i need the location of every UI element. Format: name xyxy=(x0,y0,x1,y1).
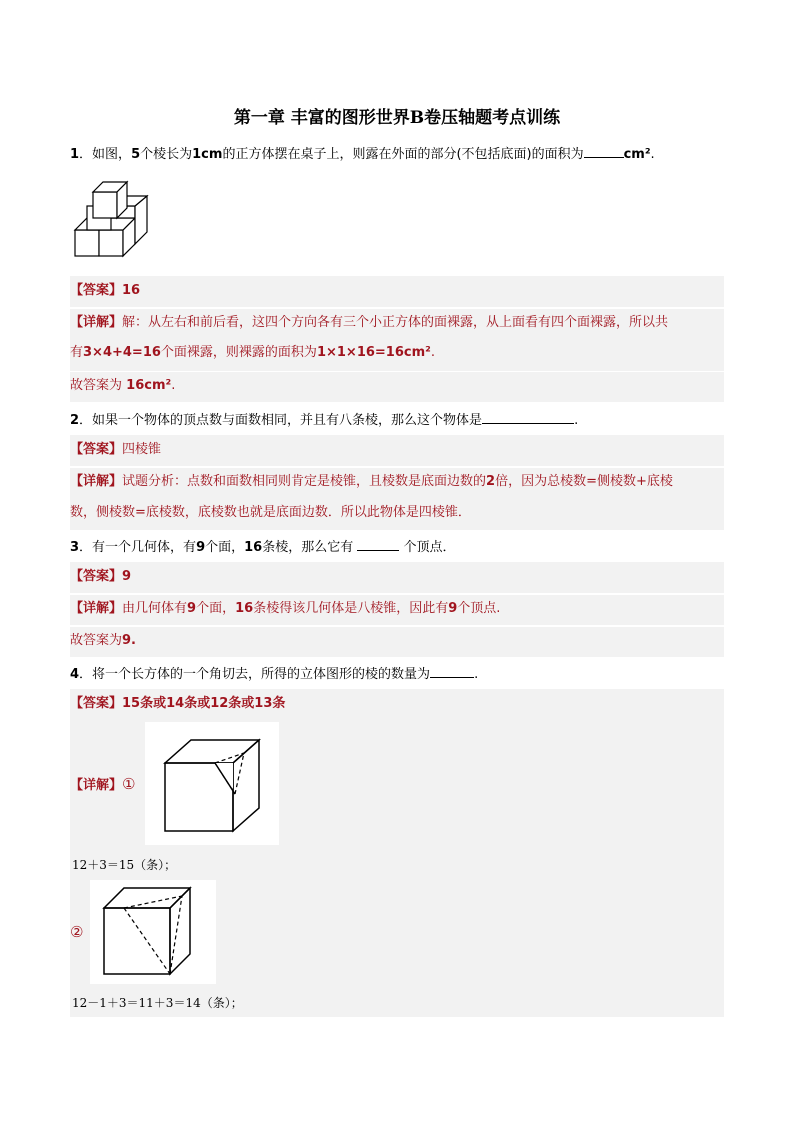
answer-blank xyxy=(482,409,574,424)
q4-answer: 【答案】15条或14条或12条或13条 xyxy=(70,696,286,711)
question-4: 4．将一个长方体的一个角切去，所得的立体图形的棱的数量为 . xyxy=(70,663,724,685)
question-1: 1．如图，5个棱长为1cm的正方体摆在桌子上，则露在外面的部分(不包括底面)的面积为 cm². xyxy=(70,143,724,165)
page-title: 第一章 丰富的图形世界B卷压轴题考点训练 xyxy=(233,108,561,128)
q4-case-1-formula: 12＋3＝15（条）； xyxy=(72,858,177,872)
q3-detail: 【详解】由几何体有9个面，16条棱得该几何体是八棱锥，因此有9个顶点. xyxy=(70,601,501,616)
q1-answer: 【答案】16 xyxy=(70,283,141,298)
answer-blank xyxy=(430,663,474,678)
question-number: 2 xyxy=(70,413,80,428)
q1-detail-line-2: 有3×4+4=16个面裸露，则裸露的面积为1×1×16=16cm². xyxy=(70,345,435,360)
q2-detail-line-1: 【详解】试题分析：点数和面数相同则肯定是棱锥，且棱数是底面边数的2倍，因为总棱数=侧棱数+底棱 xyxy=(70,474,673,489)
question-number: 1 xyxy=(70,147,80,162)
question-2: 2．如果一个物体的顶点数与面数相同，并且有八条棱，那么这个物体是 . xyxy=(70,409,724,431)
cut-cube-figure-2 xyxy=(90,880,216,984)
cut-cube-figure-1 xyxy=(145,722,279,845)
q3-answer: 【答案】9 xyxy=(70,569,132,584)
q4-case-1-label: 【详解】① xyxy=(70,775,136,793)
answer-blank xyxy=(357,536,399,551)
q2-answer: 【答案】四棱锥 xyxy=(70,442,162,457)
q3-final: 故答案为9. xyxy=(70,633,136,648)
q4-case-2-label: ② xyxy=(70,923,84,941)
q1-detail-line-1: 【详解】解：从左右和前后看，这四个方向各有三个小正方体的面裸露，从上面看有四个面裸露，所以共 xyxy=(70,315,669,330)
q1-final: 故答案为 16cm². xyxy=(70,378,176,393)
answer-blank xyxy=(584,143,624,158)
stacked-cubes-figure xyxy=(70,178,152,262)
question-3: 3．有一个几何体，有9个面，16条棱，那么它有 个顶点． xyxy=(70,536,724,558)
q2-detail-line-2: 数，侧棱数=底棱数，底棱数也就是底面边数．所以此物体是四棱锥． xyxy=(70,505,471,520)
q4-case-2-formula: 12－1＋3＝11＋3＝14（条）； xyxy=(72,996,243,1010)
question-number: 4 xyxy=(70,667,80,682)
question-number: 3 xyxy=(70,540,80,555)
